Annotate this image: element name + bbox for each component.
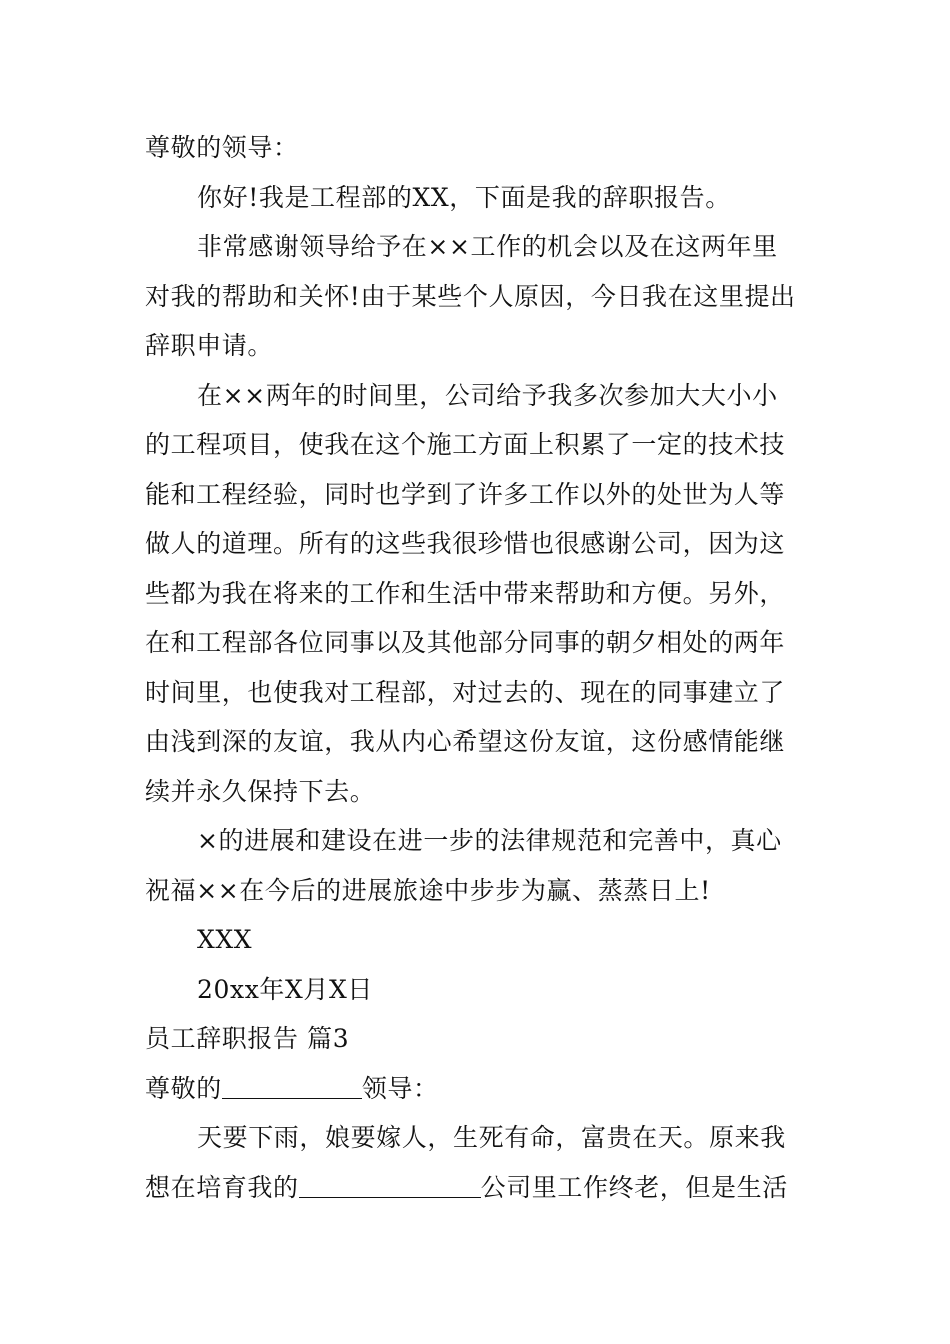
fill-in-blank [222, 1068, 362, 1099]
salutation-2 [145, 1064, 807, 1114]
paragraph-line: 在××两年的时间里，公司给予我多次参加大大小小 [197, 380, 778, 410]
date: 20xx年X月X日 [197, 974, 374, 1004]
line-prefix: 想在培育我的 [145, 1172, 299, 1202]
document-body [145, 123, 807, 1212]
fill-in-blank [299, 1167, 481, 1198]
paragraph-line: 在和工程部各位同事以及其他部分同事的朝夕相处的两年 [145, 628, 786, 657]
paragraph-line: 时间里，也使我对工程部，对过去的、现在的同事建立了 [145, 677, 786, 707]
paragraph-line: 能和工程经验，同时也学到了许多工作以外的处世为人等 [145, 479, 786, 509]
paragraph-line [145, 1163, 807, 1213]
paragraph-line: 祝福××在今后的进展旅途中步步为赢、蒸蒸日上! [145, 875, 711, 905]
section-title: 员工辞职报告 篇3 [145, 1024, 350, 1053]
paragraph-line: 天要下雨，娘要嫁人，生死有命，富贵在天。原来我 [197, 1123, 786, 1152]
signature: XXX [197, 925, 253, 954]
paragraph-line: 续并永久保持下去。 [145, 776, 376, 806]
paragraph-line: 做人的道理。所有的这些我很珍惜也很感谢公司，因为这 [145, 529, 786, 558]
paragraph-line: 对我的帮助和关怀!由于某些个人原因，今日我在这里提出 [145, 281, 796, 311]
line-suffix: 公司里工作终老，但是生活 [480, 1172, 788, 1202]
paragraph-line: 些都为我在将来的工作和生活中带来帮助和方便。另外， [145, 578, 786, 608]
salutation-prefix: 尊敬的 [145, 1073, 222, 1103]
paragraph-line: 辞职申请。 [145, 331, 274, 360]
salutation: 尊敬的领导： [145, 133, 299, 162]
greeting: 你好!我是工程部的XX，下面是我的辞职报告。 [197, 182, 731, 212]
paragraph-line: ×的进展和建设在进一步的法律规范和完善中，真心 [197, 826, 782, 855]
paragraph-line: 由浅到深的友谊，我从内心希望这份友谊，这份感情能继 [145, 727, 786, 756]
paragraph-line: 非常感谢领导给予在××工作的机会以及在这两年里 [197, 232, 778, 261]
salutation-suffix: 领导： [361, 1073, 439, 1103]
paragraph-line: 的工程项目，使我在这个施工方面上积累了一定的技术技 [145, 430, 786, 459]
